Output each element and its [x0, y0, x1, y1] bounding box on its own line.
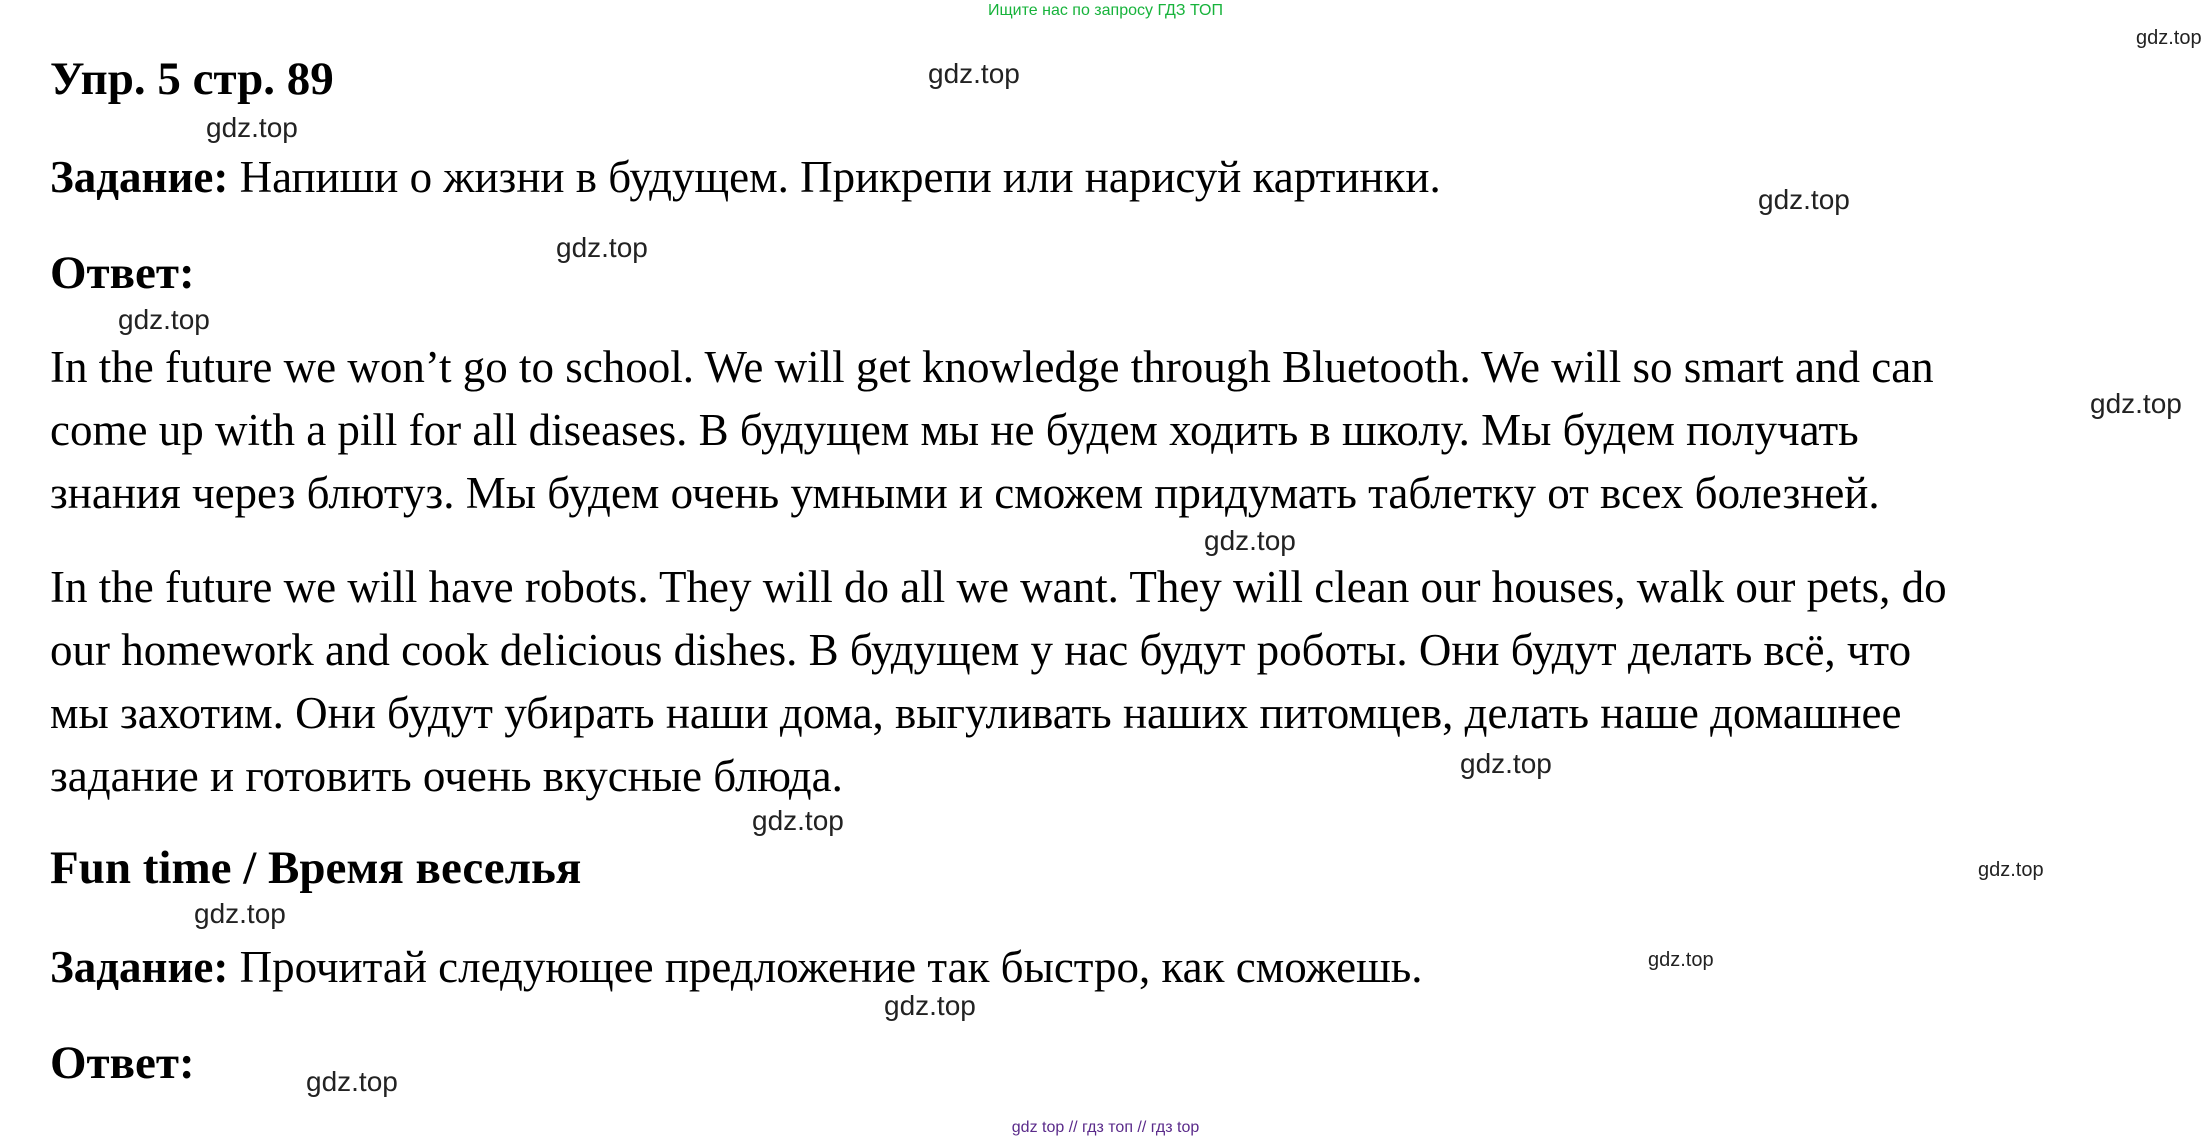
paragraph-line: задание и готовить очень вкусные блюда. — [50, 751, 843, 801]
paragraph-line: In the future we won’t go to school. We will get knowledge through Bluetooth. We will so smart and can — [50, 342, 1934, 392]
watermark: gdz.top — [556, 232, 648, 263]
watermark: gdz.top — [1758, 184, 1850, 215]
watermark: gdz.top — [1978, 859, 2044, 881]
fun-time-task — [50, 942, 1423, 992]
answer-paragraph-2 — [50, 556, 2210, 808]
answer-label: Ответ: — [50, 247, 195, 299]
task-label: Задание: — [50, 942, 229, 992]
top-search-banner: Ищите нас по запросу ГДЗ ТОП — [988, 2, 1223, 19]
task-text: Напиши о жизни в будущем. Прикрепи или нарисуй картинки. — [228, 152, 1441, 202]
watermark: gdz.top — [928, 58, 1020, 89]
paragraph-line: In the future we will have robots. They will do all we want. They will clean our houses, walk our pets, do — [50, 562, 1947, 612]
paragraph-line: come up with a pill for all diseases. В будущем мы не будем ходить в школу. Мы будем получать — [50, 405, 1859, 455]
watermark: gdz.top — [306, 1066, 398, 1097]
task-text: Прочитай следующее предложение так быстро, как сможешь. — [228, 942, 1423, 992]
watermark: gdz.top — [2136, 27, 2202, 49]
paragraph-line: знания через блютуз. Мы будем очень умными и сможем придумать таблетку от всех болезней. — [50, 468, 1880, 518]
watermark: gdz.top — [1648, 949, 1714, 971]
watermark: gdz.top — [118, 304, 210, 335]
fun-time-answer-label: Ответ: — [50, 1037, 195, 1089]
exercise-title: Упр. 5 стр. 89 — [50, 53, 334, 105]
paragraph-line: мы захотим. Они будут убирать наши дома, выгуливать наших питомцев, делать наше домашнее — [50, 688, 1902, 738]
watermark: gdz.top — [1204, 525, 1296, 556]
watermark: gdz.top — [206, 112, 298, 143]
exercise-task — [50, 152, 1441, 202]
watermark: gdz.top — [752, 805, 844, 836]
watermark: gdz.top — [2090, 388, 2182, 419]
watermark: gdz.top — [884, 990, 976, 1021]
watermark: gdz.top — [1460, 748, 1552, 779]
task-label: Задание: — [50, 152, 229, 202]
watermark: gdz.top — [194, 898, 286, 929]
footer-banner: gdz top // гдз топ // гдз top — [1011, 1119, 1200, 1136]
fun-time-title: Fun time / Время веселья — [50, 842, 582, 894]
paragraph-line: our homework and cook delicious dishes. В будущем у нас будут роботы. Они будут делать всё, что — [50, 625, 1912, 675]
answer-paragraph-1 — [50, 336, 2210, 525]
